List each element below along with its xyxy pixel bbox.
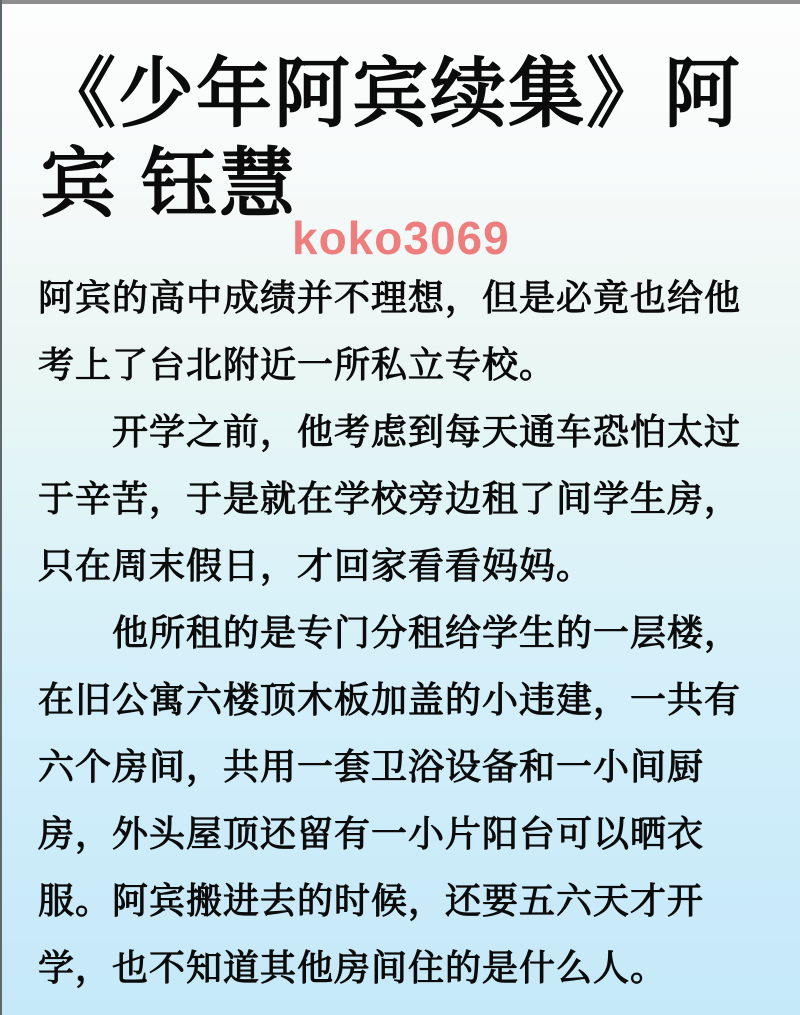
story-line: 阿宾的高中成绩并不理想，但是必竟也给他 — [38, 277, 742, 318]
watermark-text: koko3069 — [292, 212, 510, 264]
story-line: 于辛苦，于是就在学校旁边租了间学生房， — [38, 478, 742, 519]
story-line: 只在周末假日，才回家看看妈妈。 — [38, 545, 594, 586]
story-line: 服。阿宾搬进去的时候，还要五六天才开 — [38, 880, 705, 921]
story-line: 房，外头屋顶还留有一小片阳台可以晒衣 — [38, 813, 705, 854]
story-line: 在旧公寓六楼顶木板加盖的小违建，一共有 — [38, 679, 742, 720]
story-line: 开学之前，他考虑到每天通车恐怕太过 — [38, 411, 742, 452]
story-line: 考上了台北附近一所私立专校。 — [38, 344, 557, 385]
story-line: 六个房间，共用一套卫浴设备和一小间厨 — [38, 746, 705, 787]
title-line-1: 《少年阿宾续集》阿 — [40, 52, 742, 137]
page-title — [40, 50, 784, 230]
story-line: 学，也不知道其他房间住的是什么人。 — [38, 947, 668, 988]
story-text — [38, 264, 784, 1001]
story-line: 他所租的是专门分租给学生的一层楼， — [38, 612, 742, 653]
novel-page — [0, 4, 800, 1001]
title-line-2: 宾 钰慧 — [40, 142, 298, 227]
